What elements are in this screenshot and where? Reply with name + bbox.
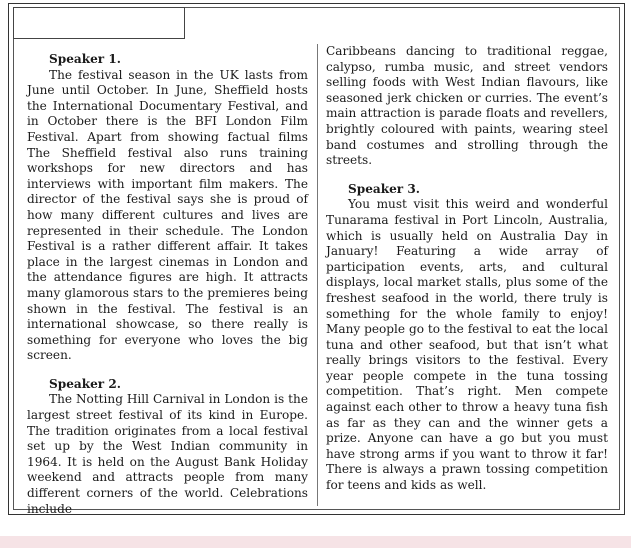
speaker-2-continued-text: Caribbeans dancing to traditional reggae, calypso, rumba music, and street vendors selling foods with West Indian flavours, like seasoned jerk chicken or curries. The event’s main attraction is parade floats and revellers, brightly coloured with paints, wearing steel band costumes and strolling through the streets. — [326, 44, 608, 168]
bottom-band — [0, 536, 631, 548]
speaker-1-text: The festival season in the UK lasts from June until October. In June, Sheffield hosts the International Documentary Festival, and in October there is the BFI London Film Festival. Apart from showing factual films The Sheffield festival also runs training workshops for new directors and has interviews with important film makers. The director of the festival says she is proud of how many different cultures and lives are represented in their schedule. The London Festival is a rather different affair. It takes place in the largest cinemas in London and the attendance figures are high. It attracts many glamorous stars to the premieres being shown in the festival. The festival is an international showcase, so there really is something for everyone who loves the big screen. — [27, 67, 308, 363]
speaker-3-text: You must visit this weird and wonderful Tunarama festival in Port Lincoln, Australia, which is usually held on Australia Day in January! Featuring a wide array of participation events, arts, and cultural displays, local market stalls, plus some of the freshest seafood in the world, there truly is something for the whole family to enjoy! Many people go to the festival to eat the local tuna and other seafood, but that isn’t what really brings visitors to the festival. Every year people compete in the tuna tossing competition. That’s right. Men compete against each other to throw a heavy tuna fish as far as they can and the winner gets a prize. Anyone can have a go but you must have strong arms if you want to throw it far! There is always a prawn tossing competition for teens and kids as well. — [326, 197, 608, 493]
speaker-3-heading: Speaker 3. — [348, 181, 421, 196]
paragraph-gap — [27, 364, 308, 377]
right-column — [326, 44, 608, 494]
speaker-2-text: The Notting Hill Carnival in London is the largest street festival of its kind in Europe. The tradition originates from a local festival set up by the West Indian community in 1964. It is held on the August Bank Holiday weekend and attracts people from many different corners of the world. Celebrations include — [27, 392, 308, 516]
column-divider — [317, 44, 318, 506]
answer-label-box — [13, 7, 185, 39]
left-column — [27, 52, 308, 517]
speaker-1-heading: Speaker 1. — [49, 52, 122, 66]
speaker-2-heading: Speaker 2. — [49, 376, 122, 391]
paragraph-gap — [326, 169, 608, 182]
